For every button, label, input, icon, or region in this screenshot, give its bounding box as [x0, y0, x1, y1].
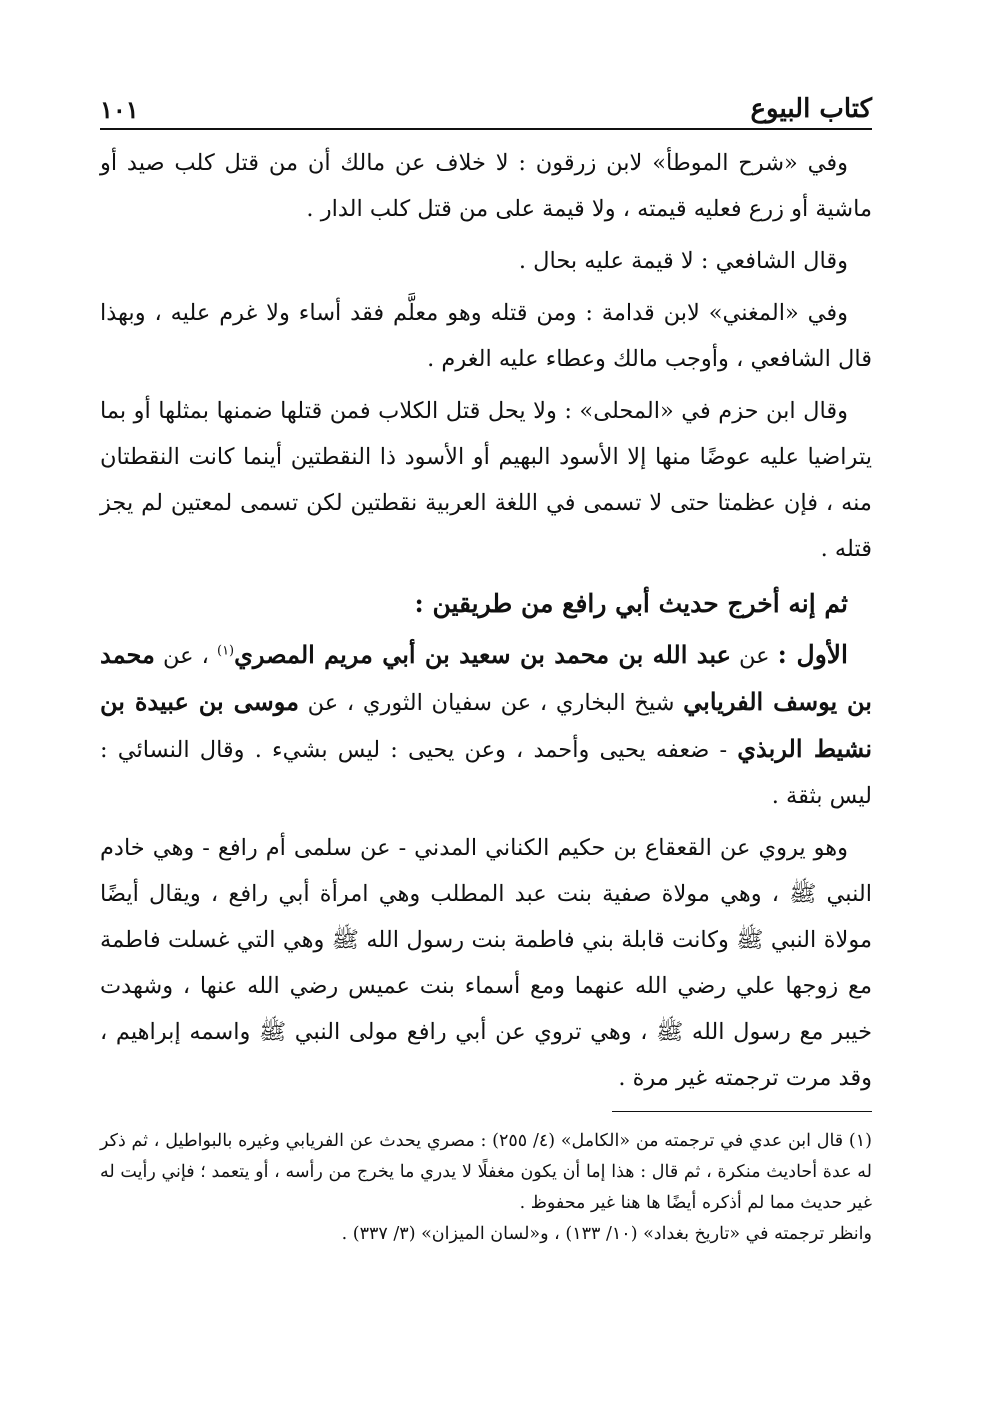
text-segment: عن — [730, 643, 778, 669]
narrator-name: موسى بن عبيدة بن نشيط الربذي — [100, 687, 872, 763]
paragraph: وفي «المغني» لابن قدامة : ومن قتله وهو معلَّم فقد أساء ولا غرم عليه ، وبهذا قال الشافعي ، وأوجب مالك وعطاء عليه الغرم . — [100, 300, 872, 372]
first-way-paragraph — [100, 632, 872, 819]
paragraph: وهو يروي عن القعقاع بن حكيم الكناني المدني - عن سلمى أم رافع - وهي خادم النبي ﷺ ، وهي مولاة صفية بنت عبد المطلب وهي امرأة أبي رافع ، ويقال أيضًا مولاة النبي ﷺ وكانت قابلة بني فاطمة بنت رسول الله ﷺ وهي التي غسلت فاطمة مع زوجها علي رضي الله عنهما ومع أسماء بنت عميس رضي الله عنها ، وشهدت خيبر مع رسول الله ﷺ ، وهي تروي عن أبي رافع مولى النبي ﷺ واسمه إبراهيم ، وقد مرت ترجمته غير مرة . — [100, 835, 872, 1091]
page-header — [100, 82, 872, 130]
text-segment: - ضعفه يحيى وأحمد ، وعن يحيى : ليس بشيء . وقال النسائي : ليس بثقة . — [100, 737, 872, 809]
paragraph: وفي «شرح الموطأ» لابن زرقون : لا خلاف عن مالك أن من قتل كلب صيد أو ماشية أو زرع فعليه قيمته ، ولا قيمة على من قتل كلب الدار . — [100, 150, 872, 222]
narrator-name: عبد الله بن محمد بن سعيد بن أبي مريم المصري — [234, 640, 731, 669]
page-body — [100, 140, 872, 1101]
text-segment: شيخ البخاري ، عن سفيان الثوري ، عن — [298, 690, 684, 716]
book-page — [100, 82, 872, 1250]
first-way-label: الأول : — [777, 640, 849, 669]
paragraph: وقال ابن حزم في «المحلى» : ولا يحل قتل الكلاب فمن قتلها ضمنها بمثلها أو بما يتراضيا عليه عوضًا منها إلا الأسود البهيم أو الأسود ذا النقطتين أينما كانت النقطتان منه ، فإن عظمتا حتى لا تسمى في اللغة العربية نقطتين لكن تسمى لمعتين لم يجز قتله . — [100, 398, 872, 562]
footnote-ref[interactable]: (١) — [216, 643, 235, 659]
text-segment: ، عن — [154, 643, 217, 669]
paragraph: وقال الشافعي : لا قيمة عليه بحال . — [518, 248, 848, 274]
page-number: ١٠١ — [100, 95, 139, 124]
footnote: (١) قال ابن عدي في ترجمته من «الكامل» (٤/ ٢٥٥) : مصري يحدث عن الفريابي وغيره بالبواطيل ، ثم ذكر له عدة أحاديث منكرة ، ثم قال : هذا إما أن يكون مغفلًا لا يدري ما يخرج من رأسه ، أو يتعمد ؛ فإني رأيت له غير حديث مما لم أذكره أيضًا ها هنا غير محفوظ . — [100, 1131, 872, 1213]
footnote: وانظر ترجمته في «تاريخ بغداد» (١٠/ ١٣٣) ، و«لسان الميزان» (٣/ ٣٣٧) . — [341, 1224, 872, 1244]
footnotes — [100, 1126, 872, 1250]
narrator-name: محمد بن يوسف الفريابي — [100, 640, 872, 716]
section-heading: ثم إنه أخرج حديث أبي رافع من طريقين : — [414, 589, 848, 618]
chapter-title: كتاب البيوع — [750, 94, 872, 124]
footnote-divider — [612, 1111, 872, 1112]
